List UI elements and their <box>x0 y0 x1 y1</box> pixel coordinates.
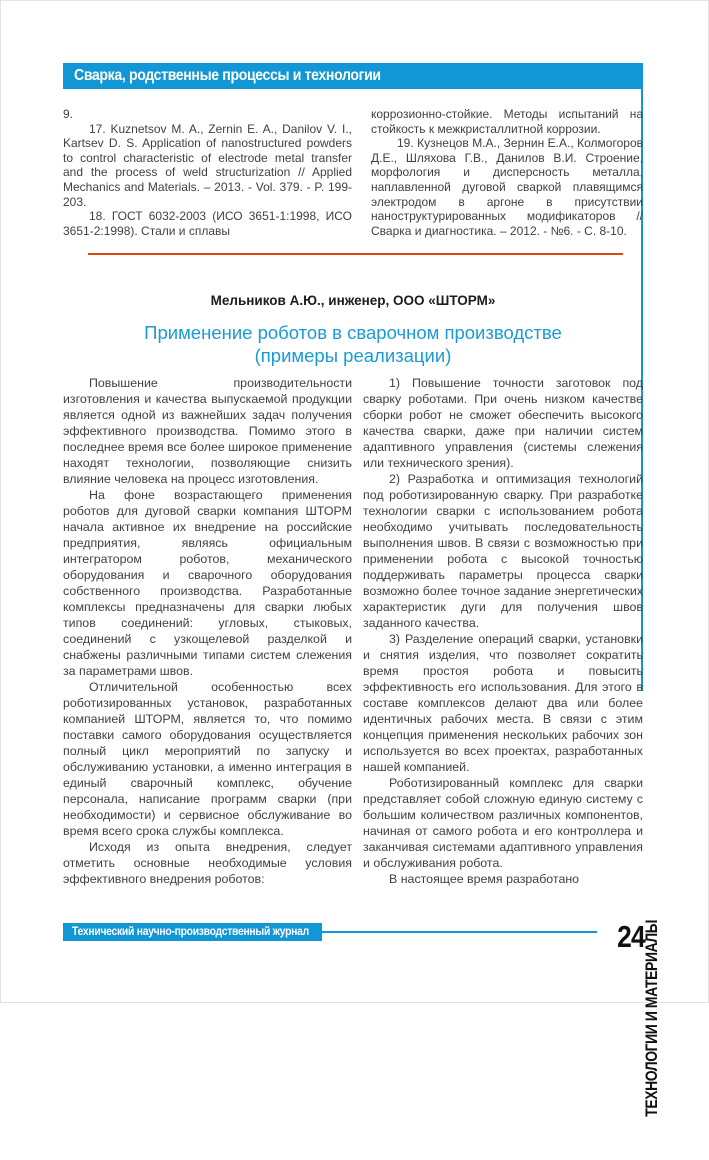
article-title <box>63 321 643 367</box>
page-number: 24 <box>617 919 645 954</box>
body-left-column <box>63 375 352 887</box>
section-header-label: Сварка, родственные процессы и технологии <box>74 67 381 84</box>
section-vertical-label-text: ТЕХНОЛОГИИ И МАТЕРИАЛЫ <box>642 920 661 1117</box>
reference-19: 19. Кузнецов М.А., Зернин Е.А., Колмогоров Д.Е., Шляхова Г.В., Данилов В.И. Строение, морфология и дисперсность металла, наплавленной дуговой сваркой плавящимся электродом в аргоне в присутствии наноструктурированных модификаторов // Сварка и диагностика. – 2012. - №6. - С. 8-10. <box>371 136 643 238</box>
references-right-column <box>371 107 643 238</box>
paragraph: 2) Разработка и оптимизация технологий под роботизированную сварку. При разработке технологии сварки с использованием робота необходимо учитывать последовательность выполнения швов. В связи с возможностью при применении робота с высокой точностью поддерживать параметры процесса сварки возможно более точное задание энергетических характеристик дуги для получения швов заданного качества. <box>363 472 643 630</box>
footer-journal-bar <box>63 923 322 941</box>
section-header-bar <box>63 63 643 89</box>
reference-18: 18. ГОСТ 6032-2003 (ИСО 3651-1:1998, ИСО 3651-2:1998). Стали и сплавы <box>63 209 352 238</box>
article-title-line2: (примеры реализации) <box>254 345 452 366</box>
paragraph: 3) Разделение операций сварки, установки и снятия изделия, что позволяет сократить время простоя робота и повысить эффективность его использования. Для этого в составе комплексов делают два или более идентичных рабочих места. В связи с этим концепция применения нескольких рабочих зон используется во всех проектах, разработанных нашей компанией. <box>363 632 643 774</box>
references-left-column <box>63 107 352 238</box>
reference-18-continuation: коррозионно-стойкие. Методы испытаний на стойкость к межкристаллитной коррозии. <box>371 107 643 136</box>
author-line: Мельников А.Ю., инженер, ООО «ШТОРМ» <box>210 293 496 308</box>
paragraph: Исходя из опыта внедрения, следует отметить основные необходимые условия эффективного внедрения роботов: <box>63 840 352 886</box>
paragraph: 1) Повышение точности заготовок под сварку роботами. При очень низком качестве сборки робот не сможет обеспечить высокого качества сварки, даже при наличии систем адаптивного управления (системы слежения или технического зрения). <box>363 376 643 470</box>
reference-17: 17. Kuznetsov M. A., Zernin E. A., Danilov V. I., Kartsev D. S. Application of nanostructured powders to control characteristic of electrode metal transfer and the process of weld structurization // Applied Mechanics and Materials. – 2013. - Vol. 379. - P. 199-203. <box>63 121 352 209</box>
paragraph: Роботизированный комплекс для сварки представляет собой сложную единую систему с большим количеством различных компонентов, начиная от самого робота и его контроллера и заканчивая системами адаптивного управления и обслуживания робота. <box>363 776 643 870</box>
paragraph: Отличительной особенностью всех роботизированных установок, разработанных компанией ШТОРМ, является то, что помимо поставки самого оборудования осуществляется полный цикл мероприятий по запуску и обслуживанию установки, а именно интеграция в единый сварочный комплекс, обучение персонала, написание программ сварки (при необходимости) и сервисное обслуживание во время всего срока службы комплекса. <box>63 680 352 838</box>
footer-rule <box>322 931 597 933</box>
red-divider-line <box>88 253 623 255</box>
paragraph: Повышение производительности изготовления и качества выпускаемой продукции является одной из важнейших задач получения эффективного производства. Помимо этого в последнее время все более широкое применение находят технологии, позволяющие снизить влияние человека на процесс изготовления. <box>63 376 352 486</box>
body-right-column <box>363 375 643 887</box>
footer-journal-label: Технический научно-производственный журнал <box>72 926 309 938</box>
paragraph: На фоне возрастающего применения роботов для дуговой сварки компания ШТОРМ начала активное их внедрение на российские предприятия, являясь официальным интегратором роботов, механического оборудования и сварочного оборудования собственного производства. Разработанные комплексы предназначены для сварки любых типов соединений: угловых, стыковых, соединений с узкощелевой разделкой и снабжены различными типами систем слежения за параметрами швов. <box>63 488 352 678</box>
section-vertical-label <box>642 920 662 1160</box>
paragraph: В настоящее время разработано <box>389 872 580 886</box>
article-title-line1: Применение роботов в сварочном производстве <box>144 322 562 343</box>
reference-tail: 9. <box>63 107 74 121</box>
